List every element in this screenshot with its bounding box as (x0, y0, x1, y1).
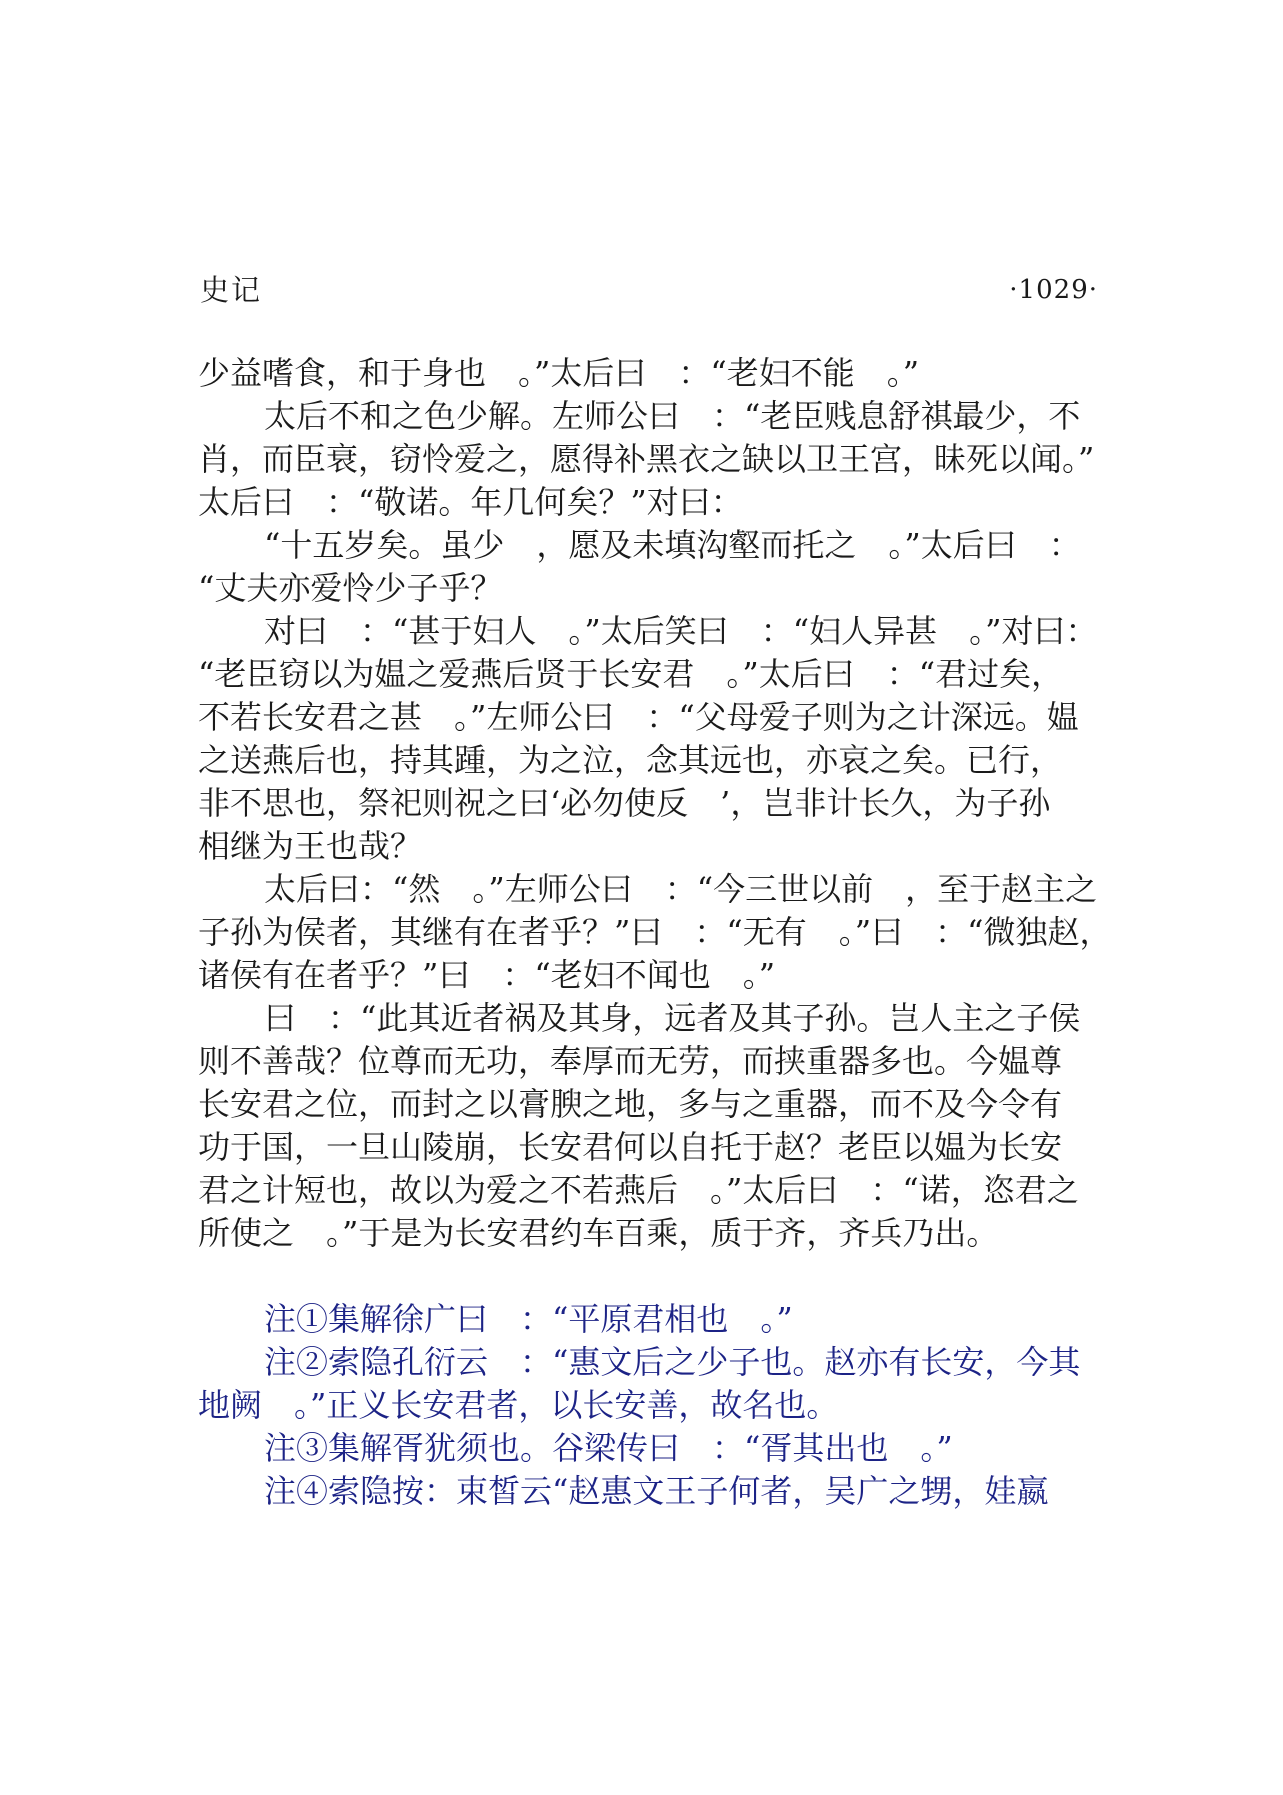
text-line: 长安君之位，而封之以膏腴之地，多与之重器，而不及今令有 (198, 1085, 1063, 1123)
text-line: 之送燕后也，持其踵，为之泣，念其远也，亦哀之矣。已行， (198, 741, 1063, 779)
text-line: 肖，而臣衰，窃怜爱之，愿得补黑衣之缺以卫王宫，昧死以闻。” (198, 440, 1095, 478)
text-line: 功于国，一旦山陵崩，长安君何以自托于赵？老臣以媪为长安 (198, 1128, 1063, 1166)
text-line: 相继为王也哉？ (198, 827, 423, 865)
text-line: 则不善哉？位尊而无功，奉厚而无劳，而挟重器多也。今媪尊 (198, 1042, 1063, 1080)
text-line: 曰 ：“此其近者祸及其身，远者及其子孙。岂人主之子侯 (264, 999, 1081, 1037)
text-line: “十五岁矣。虽少 ，愿及未填沟壑而托之 。”太后曰 ： (264, 526, 1081, 564)
note-line: 注④索隐按：束皙云“赵惠文王子何者，吴广之甥，娃嬴 (264, 1472, 1049, 1510)
text-lines (198, 352, 1112, 1255)
text-line: 太后不和之色少解。左师公曰 ：“老臣贱息舒祺最少，不 (264, 397, 1081, 435)
main-text (198, 352, 1112, 1513)
text-line: 太后曰 ：“敬诺。年几何矣？”对曰： (198, 483, 743, 521)
text-line: 所使之 。”于是为长安君约车百乘，质于齐，齐兵乃出。 (198, 1214, 999, 1252)
text-line: 不若长安君之甚 。”左师公曰 ：“父母爱子则为之计深远。媪 (198, 698, 1079, 736)
text-line: 少益嗜食，和于身也 。”太后曰 ：“老妇不能 。” (198, 354, 920, 392)
page-number: ·1029· (1009, 275, 1098, 305)
notes-section (198, 1298, 1108, 1513)
text-line: 君之计短也，故以为爱之不若燕后 。”太后曰 ：“诺，恣君之 (198, 1171, 1079, 1209)
note-line: 注①集解徐广曰 ：“平原君相也 。” (264, 1300, 793, 1338)
text-line: 对曰 ：“甚于妇人 。”太后笑曰 ：“妇人异甚 。”对曰： (264, 612, 1098, 650)
text-line: 子孙为侯者，其继有在者乎？”曰 ：“无有 。”曰 ：“微独赵， (198, 913, 1112, 951)
text-line: 太后曰：“然 。”左师公曰 ：“今三世以前 ，至于赵主之 (264, 870, 1098, 908)
text-line: “丈夫亦爱怜少子乎？ (198, 569, 503, 607)
note-line: 注③集解胥犹须也。谷梁传曰 ：“胥其出也 。” (264, 1429, 953, 1467)
text-line: 非不思也，祭祀则祝之曰‘必勿使反 ’，岂非计长久，为子孙 (198, 784, 1051, 822)
page-header (200, 268, 1098, 312)
note-line: 注②索隐孔衍云 ：“惠文后之少子也。赵亦有长安，今其 (264, 1343, 1081, 1381)
note-line: 地阙 。”正义长安君者，以长安善，故名也。 (198, 1386, 839, 1424)
text-line: 诸侯有在者乎？”曰 ：“老妇不闻也 。” (198, 956, 776, 994)
book-title: 史记 (200, 273, 263, 307)
text-line: “老臣窃以为媪之爱燕后贤于长安君 。”太后曰 ：“君过矣， (198, 655, 1064, 693)
